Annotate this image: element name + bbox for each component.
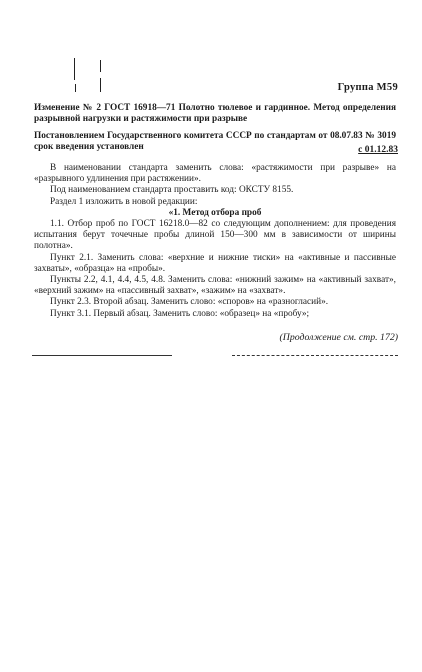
continuation-note: (Продолжение см. стр. 172) (279, 332, 398, 343)
divider-right (232, 355, 398, 356)
effective-date: с 01.12.83 (358, 145, 398, 155)
paragraph: В наименовании стандарта заменить слова: «растяжимости при разрыве» на «разрывного удлинения при растяжении». (34, 163, 396, 185)
section-heading: «1. Метод отбора проб (168, 207, 262, 218)
paragraph: Раздел 1 изложить в новой редакции: (50, 196, 198, 207)
paragraph: Пункт 2.1. Заменить слова: «верхние и нижние тиски» на «активные и пассивные захваты», «образца» на «пробы». (34, 252, 396, 274)
amendment-body (34, 163, 396, 320)
paragraph: Пункты 2.2, 4.1, 4.4, 4.5, 4.8. Заменить слова: «нижний зажим» на «активный захват», «верхний зажим» на «пассивный захват», «зажим» на «захват». (34, 275, 396, 297)
group-code: Группа М59 (337, 82, 398, 93)
decree-text: Постановлением Государственного комитета СССР по стандартам от 08.07.83 № 3019 срок введения установлен (34, 131, 396, 153)
paragraph: 1.1. Отбор проб по ГОСТ 16218.0—82 со следующим дополнением: для проведения испытания берут точечные пробы длиной 150—300 мм в зависимости от ширины полотна». (34, 219, 396, 252)
paragraph: Пункт 3.1. Первый абзац. Заменить слово: «образец» на «пробу»; (50, 308, 310, 319)
paragraph: Под наименованием стандарта проставить код: ОКСТУ 8155. (50, 185, 294, 196)
divider-left (32, 355, 172, 356)
paragraph: Пункт 2.3. Второй абзац. Заменить слово: «споров» на «разногласий». (50, 297, 329, 308)
amendment-title: Изменение № 2 ГОСТ 16918—71 Полотно тюлевое и гардинное. Метод определения разрывной нагрузки и растяжимости при разрыве (34, 103, 396, 125)
